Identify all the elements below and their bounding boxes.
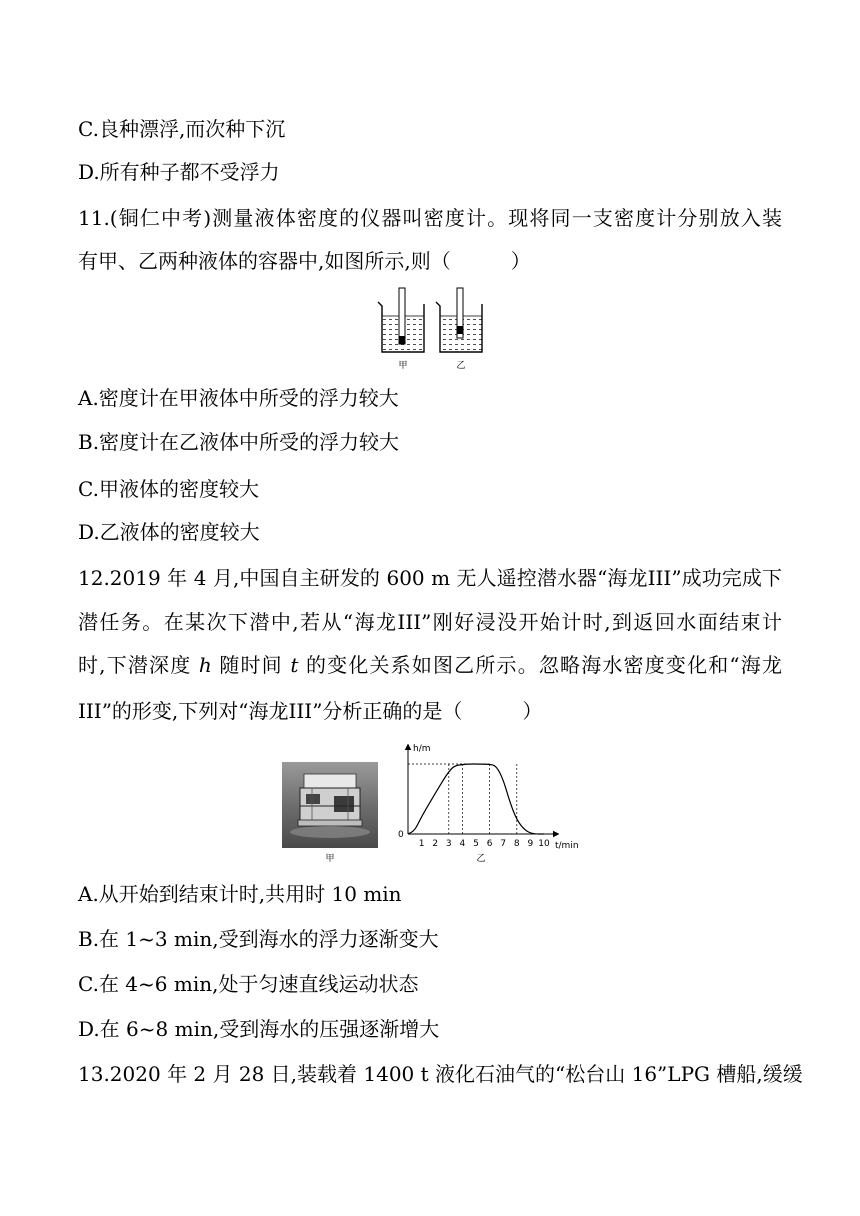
y-axis-arrow xyxy=(405,744,411,750)
beaker-jia xyxy=(378,288,424,352)
q11-option-b: B.密度计在乙液体中所受的浮力较大 xyxy=(78,430,400,454)
q12-stem-line-3-part-b: 随时间 xyxy=(211,653,291,677)
q12-stem-line-1: 12.2019 年 4 月,中国自主研发的 600 m 无人遥控潜水器“海龙III”成功完成下 xyxy=(78,566,782,590)
q12-option-d: D.在 6~8 min,受到海水的压强逐渐增大 xyxy=(78,1017,440,1041)
q12-stem-line-4: III”的形变,下列对“海龙III”分析正确的是（ ） xyxy=(78,699,543,723)
label-yi: 乙 xyxy=(456,361,466,371)
x-tick-label: 3 xyxy=(445,839,452,849)
x-tick-label: 4 xyxy=(459,839,466,849)
var-t: t xyxy=(290,653,299,677)
depth-curve xyxy=(408,764,544,834)
x-axis-label: t/min xyxy=(555,841,579,851)
q11-option-d: D.乙液体的密度较大 xyxy=(78,520,260,544)
x-tick-label: 1 xyxy=(418,839,425,849)
q12-option-b: B.在 1~3 min,受到海水的浮力逐渐变大 xyxy=(78,927,439,951)
q13-stem-line-1: 13.2020 年 2 月 28 日,装载着 1400 t 液化石油气的“松台山 16”LPG 槽船,缓缓 xyxy=(78,1062,803,1086)
depth-time-chart xyxy=(395,740,585,864)
q10-option-c: C.良种漂浮,而次种下沉 xyxy=(78,117,286,141)
x-tick-label: 7 xyxy=(500,839,507,849)
q12-option-a: A.从开始到结束计时,共用时 10 min xyxy=(78,882,402,906)
hydrometer-beakers-figure xyxy=(370,282,490,374)
q11-stem-line-2: 有甲、乙两种液体的容器中,如图所示,则（ ） xyxy=(78,249,531,273)
var-h: h xyxy=(198,653,212,677)
x-tick-label: 6 xyxy=(486,839,493,849)
x-tick-label: 8 xyxy=(513,839,520,849)
label-jia: 甲 xyxy=(398,361,408,371)
x-tick-label: 5 xyxy=(473,839,479,849)
origin-label: 0 xyxy=(398,830,404,840)
x-tick-label: 10 xyxy=(538,839,550,849)
y-axis-label: h/m xyxy=(413,744,431,754)
q10-option-d: D.所有种子都不受浮力 xyxy=(78,160,280,184)
x-tick-label: 9 xyxy=(527,839,534,849)
q11-stem-line-1: 11.(铜仁中考)测量液体密度的仪器叫密度计。现将同一支密度计分别放入装 xyxy=(78,206,782,230)
q12-stem-line-2: 潜任务。在某次下潜中,若从“海龙III”刚好浸没开始计时,到返回水面结束计 xyxy=(78,610,782,634)
q11-option-c: C.甲液体的密度较大 xyxy=(78,477,259,501)
q12-stem-line-3-part-a: 时,下潜深度 xyxy=(78,653,199,677)
x-tick-label: 2 xyxy=(432,839,439,849)
x-axis-arrow xyxy=(553,831,559,837)
q12-stem-line-3-part-c: 的变化关系如图乙所示。忽略海水密度变化和“海龙 xyxy=(298,653,782,677)
q11-option-a: A.密度计在甲液体中所受的浮力较大 xyxy=(78,386,399,410)
chart-label-yi: 乙 xyxy=(476,854,486,864)
q12-stem-line-3 xyxy=(78,651,782,679)
photo-label-jia: 甲 xyxy=(325,854,335,862)
q12-option-c: C.在 4~6 min,处于匀速直线运动状态 xyxy=(78,972,419,996)
submersible-photo xyxy=(282,762,382,862)
beaker-yi xyxy=(436,288,482,352)
